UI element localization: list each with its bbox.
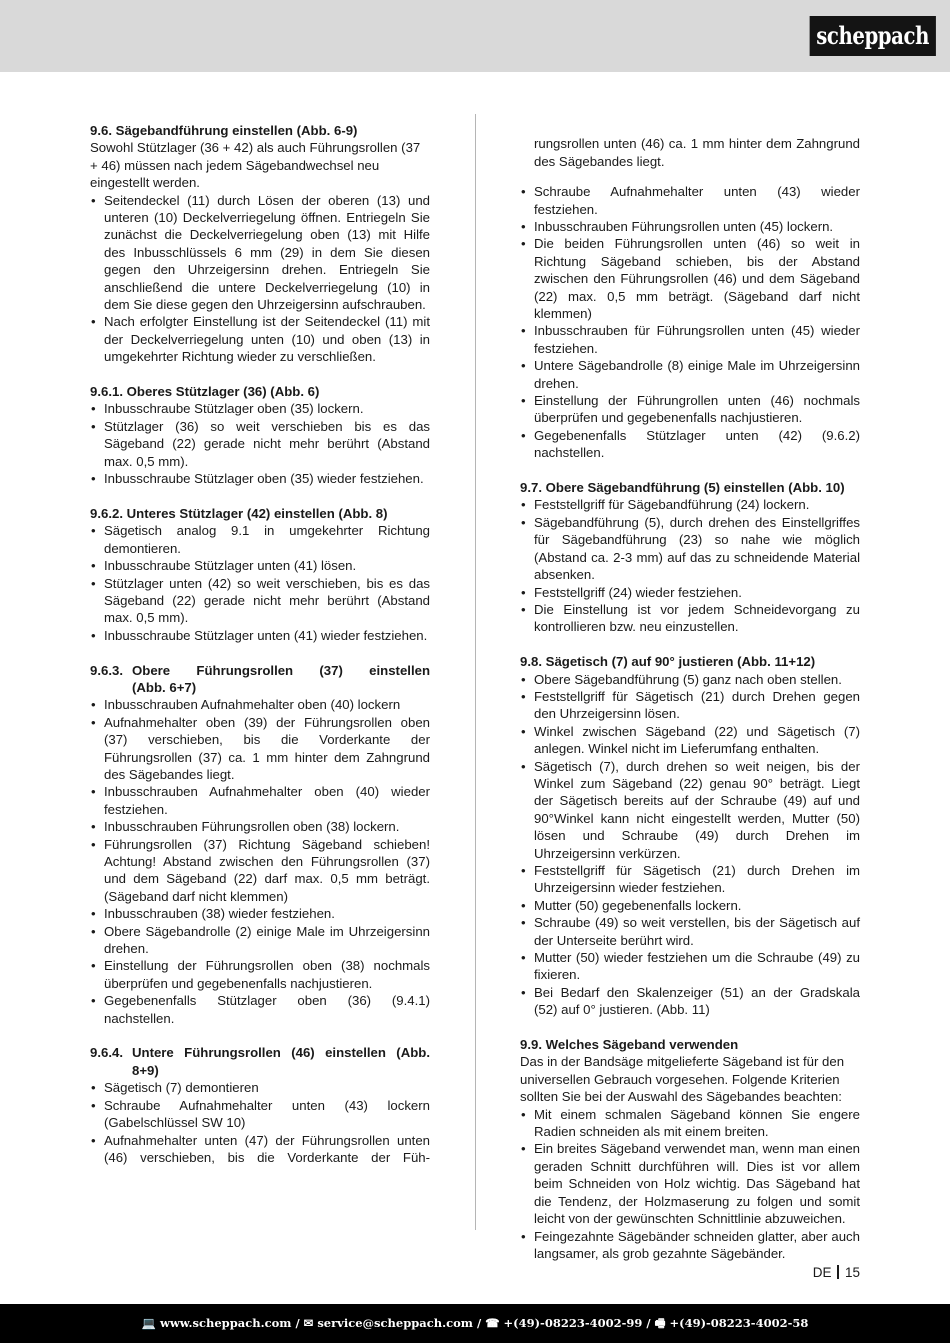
- list-item: • Inbusschrauben für Führungsrollen unten (45) wieder festziehen.: [520, 322, 860, 357]
- page-separator: [837, 1265, 839, 1279]
- list-item: • Winkel zwischen Sägeband (22) und Sägetisch (7) anlegen. Winkel nicht im Lieferumfang enthalten.: [520, 723, 860, 758]
- list-item: • Die Einstellung ist vor jedem Schneidevorgang zu kontrollieren bzw. neu einzustellen.: [520, 601, 860, 636]
- language-code: DE: [812, 1265, 832, 1280]
- list-item: • Sägetisch analog 9.1 in umgekehrter Richtung demontieren.: [90, 522, 430, 557]
- list-item: • Schraube (49) so weit verstellen, bis der Sägetisch auf der Unterseite berührt wird.: [520, 914, 860, 949]
- fax-number: +(49)-08223-4002-58: [669, 1316, 809, 1330]
- bullet-list: [90, 1079, 430, 1166]
- section-9-6-2: [90, 505, 430, 644]
- section-heading: [90, 662, 430, 679]
- section-title: Obere Führungsrollen (37) einstellen: [132, 662, 430, 678]
- separator: /: [295, 1316, 300, 1330]
- phone-number: +(49)-08223-4002-99: [503, 1316, 643, 1330]
- list-item: • Feststellgriff für Sägetisch (21) durch Drehen im Uhrzeigersinn wieder festziehen.: [520, 862, 860, 897]
- section-title-cont: 8+9): [132, 1062, 159, 1078]
- list-item-continuation: rungsrollen unten (46) ca. 1 mm hinter dem Zahngrund des Sägebandes liegt.: [534, 136, 860, 169]
- column-divider: [475, 114, 476, 1230]
- list-item: • Schraube Aufnahmehalter unten (43) lockern (Gabelschlüssel SW 10): [90, 1097, 430, 1132]
- list-item: • Nach erfolgter Einstellung ist der Seitendeckel (11) mit der Deckelverriegelung unten (10) und oben (13) in umgekehrter Richtung wieder zu verschließen.: [90, 313, 430, 365]
- list-item: • Inbusschraube Stützlager unten (41) wieder festziehen.: [90, 627, 430, 644]
- section-title-cont: (Abb. 6+7): [132, 679, 197, 695]
- list-item: • Inbusschrauben Führungsrollen oben (38) lockern.: [90, 818, 430, 835]
- left-column: [90, 122, 430, 1166]
- list-item: • Die beiden Führungsrollen unten (46) so weit in Richtung Sägeband schieben, bis der Abstand zwischen den Führungsrollen (46) und dem Sägeband (22) max. 0,5 mm beträgt. (Sägeband darf nicht klemmen): [520, 235, 860, 322]
- section-9-6-1: [90, 383, 430, 487]
- website-link[interactable]: www.scheppach.com: [159, 1316, 292, 1330]
- email-link[interactable]: service@scheppach.com: [317, 1316, 473, 1330]
- list-item: • Inbusschrauben Führungsrollen unten (45) lockern.: [520, 218, 860, 235]
- list-item: • Sägebandführung (5), durch drehen des Einstellgriffes für Sägebandführung (23) so nahe wie möglich (Abstand ca. 2-3 mm) auf das zu schneidende Material absenken.: [520, 514, 860, 584]
- section-heading: 9.8. Sägetisch (7) auf 90° justieren (Abb. 11+12): [520, 654, 816, 670]
- list-item: • Inbusschraube Stützlager oben (35) wieder festziehen.: [90, 470, 430, 487]
- section-9-7: [520, 479, 860, 636]
- list-item: • Inbusschraube Stützlager unten (41) lösen.: [90, 557, 430, 574]
- bullet-list: [90, 192, 430, 366]
- mail-icon: ✉: [303, 1316, 314, 1330]
- separator: /: [646, 1316, 651, 1330]
- list-item: • Inbusschrauben (38) wieder festziehen.: [90, 905, 430, 922]
- phone-icon: ☎: [485, 1316, 500, 1330]
- list-item: • Seitendeckel (11) durch Lösen der oberen (13) und unteren (10) Deckelverriegelung öffnen. Entriegeln Sie zunächst die Deckelverriegelung oben (13) mit Hilfe des Inbusschlüssels 6 mm (29) in dem Sie diesen gegen den Uhrzeigersinn drehen. Entriegeln Sie anschließend die untere Deckelverriegelung (10) in dem Sie diese gegen den Uhrzeigersinn aufschrauben.: [90, 192, 430, 314]
- footer-contact-bar: [0, 1304, 950, 1343]
- page-number-value: 15: [844, 1265, 860, 1280]
- section-heading: 9.6. Sägebandführung einstellen (Abb. 6-9): [90, 123, 358, 138]
- list-item: • Schraube Aufnahmehalter unten (43) wieder festziehen.: [520, 183, 860, 218]
- section-heading: 9.9. Welches Sägeband verwenden: [520, 1037, 739, 1053]
- page-number: [813, 1265, 860, 1280]
- bullet-list: [520, 671, 860, 1019]
- list-item: • Stützlager (36) so weit verschieben bis es das Sägeband (22) gerade nicht mehr berührt (Abstand max. 0,5 mm).: [90, 418, 430, 470]
- list-item: • Mutter (50) wieder festziehen um die Schraube (49) zu fixieren.: [520, 949, 860, 984]
- separator: /: [476, 1316, 482, 1330]
- section-9-9: [520, 1036, 860, 1262]
- section-9-6-4-continued: [520, 135, 860, 462]
- section-heading: 9.7. Obere Sägebandführung (5) einstellen (Abb. 10): [520, 480, 845, 496]
- list-item: • Aufnahmehalter unten (47) der Führungsrollen unten (46) verschieben, bis die Vorderkante der Füh-: [90, 1132, 430, 1167]
- section-heading: 9.6.2. Unteres Stützlager (42) einstellen (Abb. 8): [90, 505, 388, 521]
- list-item: • Aufnahmehalter oben (39) der Führungsrollen oben (37) verschieben, bis die Vorderkante der Führungsrollen (37) ca. 1 mm hinter dem Zahngrund des Sägebandes liegt.: [90, 714, 430, 784]
- bullet-list: [90, 522, 430, 644]
- section-title: Untere Führungsrollen (46) einstellen (Abb.: [132, 1045, 430, 1061]
- list-item: • Mutter (50) gegebenenfalls lockern.: [520, 897, 860, 914]
- section-9-6-3: [90, 662, 430, 1028]
- list-item: • Inbusschrauben Aufnahmehalter oben (40) wieder festziehen.: [90, 783, 430, 818]
- list-item: • Feststellgriff (24) wieder festziehen.: [520, 584, 860, 601]
- section-number: 9.6.4.: [90, 1045, 123, 1061]
- bullet-list: [520, 496, 860, 635]
- bullet-list: [520, 183, 860, 462]
- section-heading-continued: [90, 679, 430, 696]
- bullet-list: [90, 696, 430, 1027]
- section-heading: 9.6.1. Oberes Stützlager (36) (Abb. 6): [90, 384, 320, 400]
- scheppach-logo: scheppach: [810, 16, 936, 56]
- list-item: • Feststellgriff für Sägebandführung (24) lockern.: [520, 496, 860, 513]
- list-item: • Führungsrollen (37) Richtung Sägeband schieben! Achtung! Abstand zwischen den Führungsrollen (37) und dem Sägeband (22) darf max. 0,5 mm beträgt. (Sägeband darf nicht klemmen): [90, 836, 430, 906]
- list-item: • Bei Bedarf den Skalenzeiger (51) an der Gradskala (52) auf 0° justieren. (Abb. 11): [520, 984, 860, 1019]
- right-column: [520, 122, 860, 1262]
- list-item: • Einstellung der Führungrollen unten (46) nochmals überprüfen und gegebenenfalls nachjustieren.: [520, 392, 860, 427]
- section-9-8: [520, 653, 860, 1019]
- list-item: • Feststellgriff für Sägetisch (21) durch Drehen gegen den Uhrzeigersinn lösen.: [520, 688, 860, 723]
- list-item: • Feingezahnte Sägebänder schneiden glatter, aber auch langsamer, als grob gezahnte Sägebänder.: [520, 1228, 860, 1263]
- section-number: 9.6.3.: [90, 662, 123, 678]
- section-9-6-4: [90, 1044, 430, 1166]
- section-intro: Sowohl Stützlager (36 + 42) als auch Führungsrollen (37 + 46) müssen nach jedem Sägebandwechsel neu eingestellt werden.: [90, 140, 421, 191]
- list-item: • Untere Sägebandrolle (8) einige Male im Uhrzeigersinn drehen.: [520, 357, 860, 392]
- section-heading-continued: [90, 1062, 430, 1079]
- list-item: • Gegebenenfalls Stützlager unten (42) (9.6.2) nachstellen.: [520, 427, 860, 462]
- list-item: • Ein breites Sägeband verwendet man, wenn man einen geraden Schnitt durchführen will. Dies ist vor allem beim Schneiden von Holz wichtig. Das Sägeband hat die Tendenz, der Holzmaserung zu folgen und somit leicht von der gewünschten Schnittlinie abzuweichen.: [520, 1140, 860, 1227]
- bullet-list: [90, 400, 430, 487]
- list-item: • Sägetisch (7), durch drehen so weit neigen, bis der Winkel zum Sägeband (22) genau 90° beträgt. Liegt der Sägetisch bereits auf der Schraube (49) auf und 90°Winkel kann nicht eingestellt werden, Mutter (50) lösen und Schraube (49) durch Drehen im Uhrzeigersinn verkürzen.: [520, 758, 860, 862]
- list-item: • Sägetisch (7) demontieren: [90, 1079, 430, 1096]
- list-item: • Inbusschraube Stützlager oben (35) lockern.: [90, 400, 430, 417]
- bullet-list: [520, 1106, 860, 1263]
- list-item: • Mit einem schmalen Sägeband können Sie engere Radien schneiden als mit einem breiten.: [520, 1106, 860, 1141]
- section-9-6: [90, 122, 430, 366]
- fax-icon: 🖷: [654, 1316, 666, 1330]
- list-item: • Stützlager unten (42) so weit verschieben, bis es das Sägeband (22) gerade nicht mehr berührt (Abstand max. 0,5 mm).: [90, 575, 430, 627]
- list-item: • Obere Sägebandrolle (2) einige Male im Uhrzeigersinn drehen.: [90, 923, 430, 958]
- list-item: • Inbusschrauben Aufnahmehalter oben (40) lockern: [90, 696, 430, 713]
- computer-icon: 💻: [141, 1316, 156, 1330]
- list-item: • Gegebenenfalls Stützlager oben (36) (9.4.1) nachstellen.: [90, 992, 430, 1027]
- list-item: • Obere Sägebandführung (5) ganz nach oben stellen.: [520, 671, 860, 688]
- header-bar: [0, 0, 950, 72]
- section-intro: Das in der Bandsäge mitgelieferte Sägeband ist für den universellen Gebrauch vorgesehen. Folgende Kriterien sollten Sie bei der Auswahl des Sägebandes beachten:: [520, 1054, 845, 1105]
- list-item: • Einstellung der Führungsrollen oben (38) nochmals überprüfen und gegebenenfalls nachjustieren.: [90, 957, 430, 992]
- section-heading: [90, 1044, 430, 1061]
